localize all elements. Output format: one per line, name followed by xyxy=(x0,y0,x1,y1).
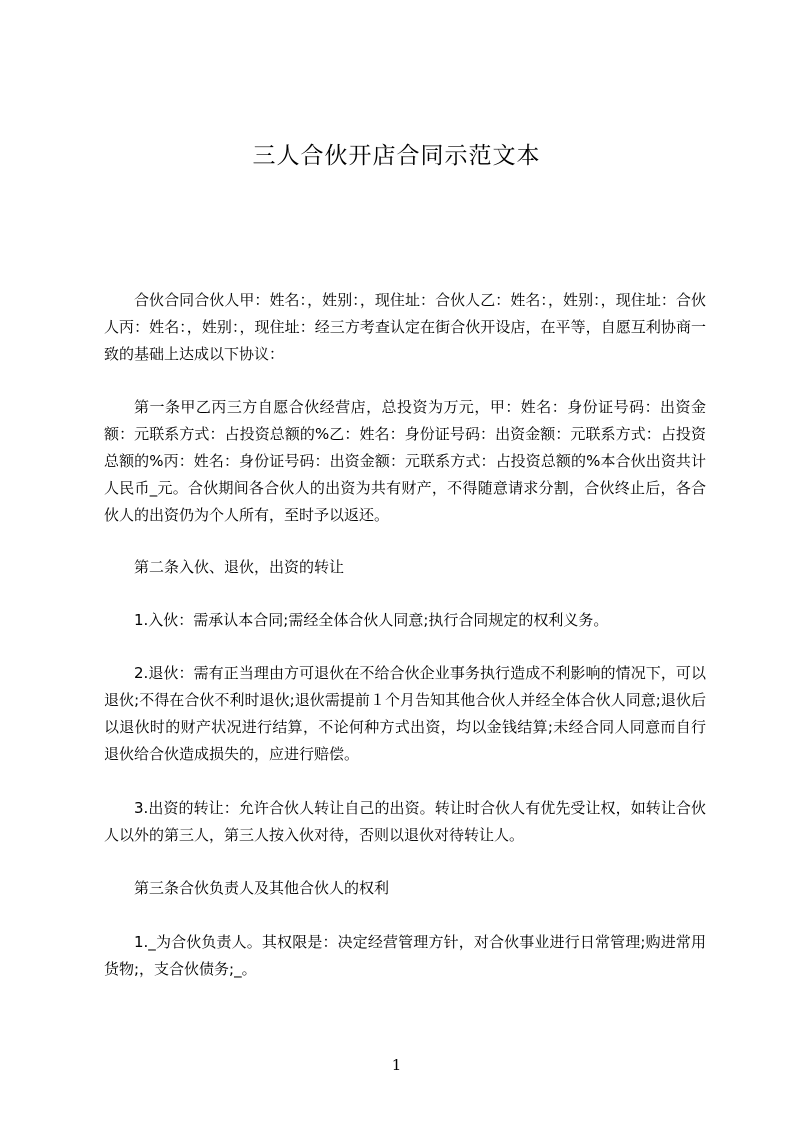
heading-article-2: 第二条入伙、退伙，出资的转让 xyxy=(134,558,345,576)
clause-3-1: 1._为合伙负责人。其权限是：决定经营管理方针，对合伙事业进行日常管理;购进常用货物;，支合伙债务;_。 xyxy=(104,933,706,978)
heading-article-3: 第三条合伙负责人及其他合伙人的权利 xyxy=(134,879,390,897)
page-number: 1 xyxy=(391,1056,402,1074)
paragraph-partners: 合伙合同合伙人甲：姓名：，姓别：，现住址：合伙人乙：姓名：，姓别：，现住址：合伙人丙：姓名：，姓别：，现住址：经三方考查认定在街合伙开设店，在平等，自愿互利协商一致的基础上达成以下协议： xyxy=(104,291,706,363)
paragraph-article-1: 第一条甲乙丙三方自愿合伙经营店，总投资为万元，甲：姓名：身份证号码：出资金额：元联系方式：占投资总额的%乙：姓名：身份证号码：出资金额：元联系方式：占投资总额的%丙：姓名：身份证号码：出资金额：元联系方式：占投资总额的%本合伙出资共计人民币_元。合伙期间各合伙人的出资为共有财产，不得随意请求分割，合伙终止后，各合伙人的出资仍为个人所有，至时予以返还。 xyxy=(104,398,706,524)
clause-2-1: 1.入伙：需承认本合同;需经全体合伙人同意;执行合同规定的权利义务。 xyxy=(134,611,609,629)
document-title: 三人合伙开店合同示范文本 xyxy=(252,143,541,169)
clause-2-3: 3.出资的转让：允许合伙人转让自己的出资。转让时合伙人有优先受让权，如转让合伙人以外的第三人，第三人按入伙对待，否则以退伙对待转让人。 xyxy=(104,799,706,844)
clause-2-2: 2.退伙：需有正当理由方可退伙在不给合伙企业事务执行造成不利影响的情况下，可以退伙;不得在合伙不利时退伙;退伙需提前１个月告知其他合伙人并经全体合伙人同意;退伙后以退伙时的财产状况进行结算，不论何种方式出资，均以金钱结算;未经合同人同意而自行退伙给合伙造成损失的，应进行赔偿。 xyxy=(104,664,706,763)
